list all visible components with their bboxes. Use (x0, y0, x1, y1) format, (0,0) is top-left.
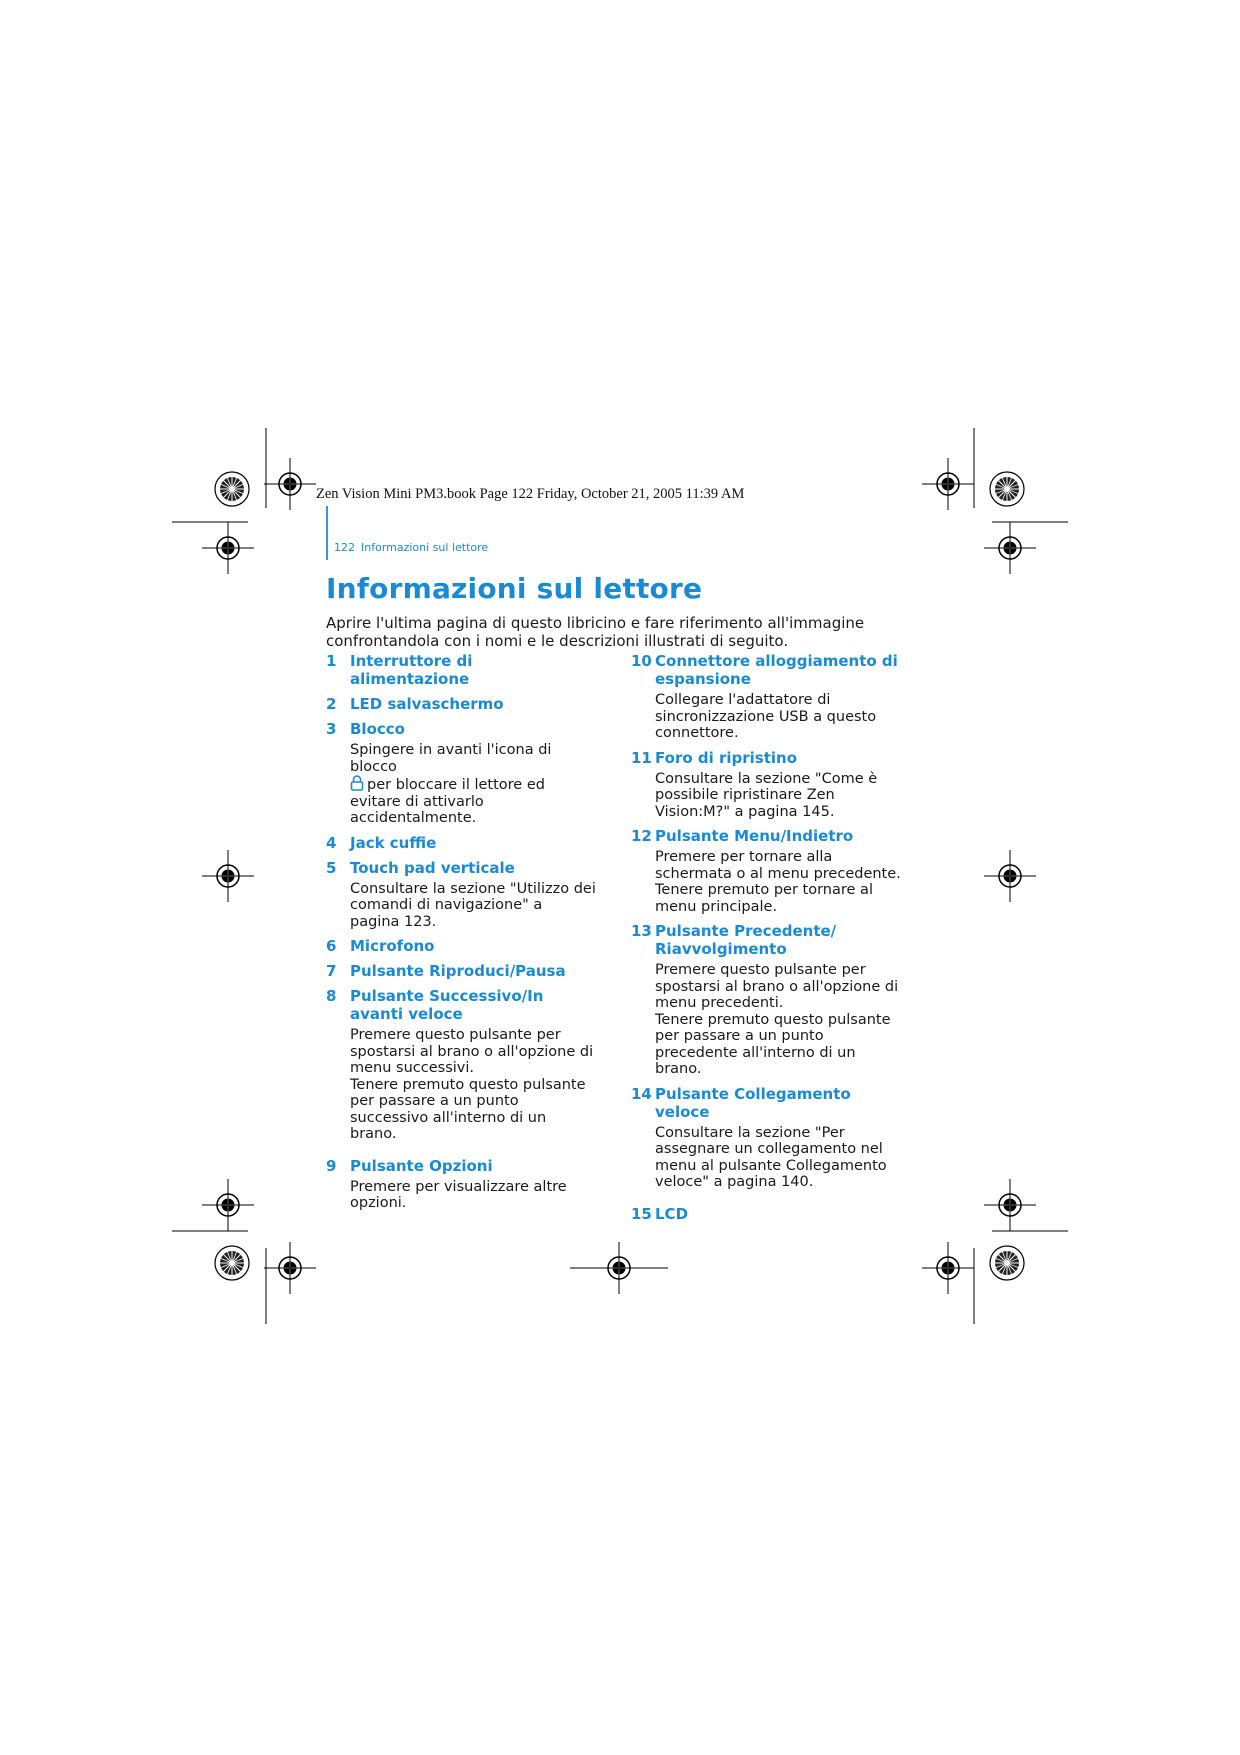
item-desc-line: Tenere premuto per tornare al menu principale. (655, 882, 873, 915)
item-number: 6 (326, 937, 337, 955)
registration-mark (984, 850, 1036, 902)
item-title: Touch pad verticale (350, 858, 515, 877)
starburst-mark (215, 472, 249, 506)
item-description (655, 962, 901, 1078)
list-item (326, 720, 596, 827)
item-title: LED salvaschermo (350, 695, 504, 713)
list-item (326, 859, 596, 931)
registration-mark (264, 1242, 316, 1294)
item-number: 7 (326, 962, 337, 980)
list-item (631, 922, 901, 1078)
item-description: Consultare la sezione "Per assegnare un collegamento nel menu al pulsante Collegamento veloce" a pagina 140. (655, 1124, 887, 1190)
registration-mark (984, 522, 1036, 574)
item-title: Foro di ripristino (655, 748, 798, 767)
item-title: Jack cuffie (350, 833, 437, 852)
item-number: 3 (326, 720, 337, 738)
page-title: Informazioni sul lettore (326, 572, 703, 605)
item-description: Consultare la sezione "Utilizzo dei comandi di navigazione" a pagina 123. (350, 880, 596, 930)
list-item (631, 827, 901, 915)
list-item (326, 695, 596, 713)
item-desc-after-icon: per bloccare il lettore ed evitare di attivarlo accidentalmente. (350, 777, 545, 826)
list-item (631, 1205, 901, 1223)
list-item (326, 652, 596, 688)
item-number: 13 (631, 922, 652, 940)
item-description: Premere per visualizzare altre opzioni. (350, 1178, 567, 1211)
item-number: 4 (326, 833, 337, 852)
registration-mark (984, 1179, 1036, 1231)
item-desc-line: Premere questo pulsante per spostarsi al brano o all'opzione di menu precedenti. (655, 962, 899, 1011)
item-title: Blocco (350, 720, 405, 738)
items-column-right (631, 652, 901, 1230)
item-number: 15 (631, 1204, 652, 1223)
list-item (326, 962, 596, 980)
starburst-mark (990, 472, 1024, 506)
item-title: Pulsante Menu/Indietro (655, 827, 854, 845)
item-desc-line: Tenere premuto questo pulsante per passare a un punto precedente all'interno di un brano. (655, 1011, 891, 1077)
item-description (655, 849, 901, 915)
list-item (326, 1157, 596, 1212)
running-head-rule (326, 506, 328, 560)
item-desc-before-icon: Spingere in avanti l'icona di blocco (350, 742, 552, 775)
item-title: LCD (655, 1204, 689, 1223)
registration-mark (202, 522, 254, 574)
intro-paragraph: Aprire l'ultima pagina di questo libricino e fare riferimento all'immagine confrontandola con i nomi e le descrizioni illustrati di seguito. (326, 614, 865, 650)
item-desc-line: Premere per tornare alla schermata o al menu precedente. (655, 849, 901, 882)
item-number: 2 (326, 695, 337, 713)
registration-mark (202, 850, 254, 902)
item-title: Pulsante Riproduci/Pausa (350, 962, 566, 980)
registration-mark (922, 1242, 974, 1294)
item-number: 11 (631, 748, 652, 767)
item-number: 12 (631, 827, 652, 845)
item-desc-line: Tenere premuto questo pulsante per passare a un punto successivo all'interno di un brano. (350, 1076, 586, 1142)
lock-icon (350, 775, 364, 791)
item-number: 8 (326, 987, 337, 1005)
item-title: Pulsante Successivo/In avanti veloce (350, 987, 544, 1023)
list-item (631, 652, 901, 742)
running-head (334, 541, 488, 554)
list-item (631, 749, 901, 821)
page-number: 122 (334, 541, 355, 554)
print-header: Zen Vision Mini PM3.book Page 122 Friday, October 21, 2005 11:39 AM (316, 486, 745, 502)
item-title: Pulsante Opzioni (350, 1156, 493, 1175)
item-description: Collegare l'adattatore di sincronizzazione USB a questo connettore. (655, 692, 877, 741)
item-title: Pulsante Precedente/ Riavvolgimento (655, 922, 837, 958)
item-number: 10 (631, 652, 652, 670)
item-title: Pulsante Collegamento veloce (655, 1084, 851, 1121)
list-item (631, 1085, 901, 1191)
registration-mark (922, 458, 974, 510)
item-description (350, 1027, 596, 1143)
item-number: 1 (326, 652, 337, 670)
list-item (326, 937, 596, 955)
list-item (326, 987, 596, 1143)
item-title: Microfono (350, 937, 435, 955)
starburst-mark (215, 1246, 249, 1280)
item-number: 9 (326, 1156, 337, 1175)
list-item (326, 834, 596, 852)
starburst-mark (990, 1246, 1024, 1280)
registration-mark (264, 458, 316, 510)
running-head-section: Informazioni sul lettore (361, 541, 489, 554)
item-description: Consultare la sezione "Come è possibile ripristinare Zen Vision:M?" a pagina 145. (655, 770, 878, 820)
item-desc-line: Premere questo pulsante per spostarsi al brano o all'opzione di menu successivi. (350, 1027, 594, 1076)
registration-mark (202, 1179, 254, 1231)
item-title: Interruttore di alimentazione (350, 652, 473, 688)
items-column-left (326, 652, 596, 1219)
item-title: Connettore alloggiamento di espansione (655, 652, 898, 688)
item-description (350, 742, 596, 827)
item-number: 5 (326, 858, 337, 877)
item-number: 14 (631, 1084, 652, 1103)
